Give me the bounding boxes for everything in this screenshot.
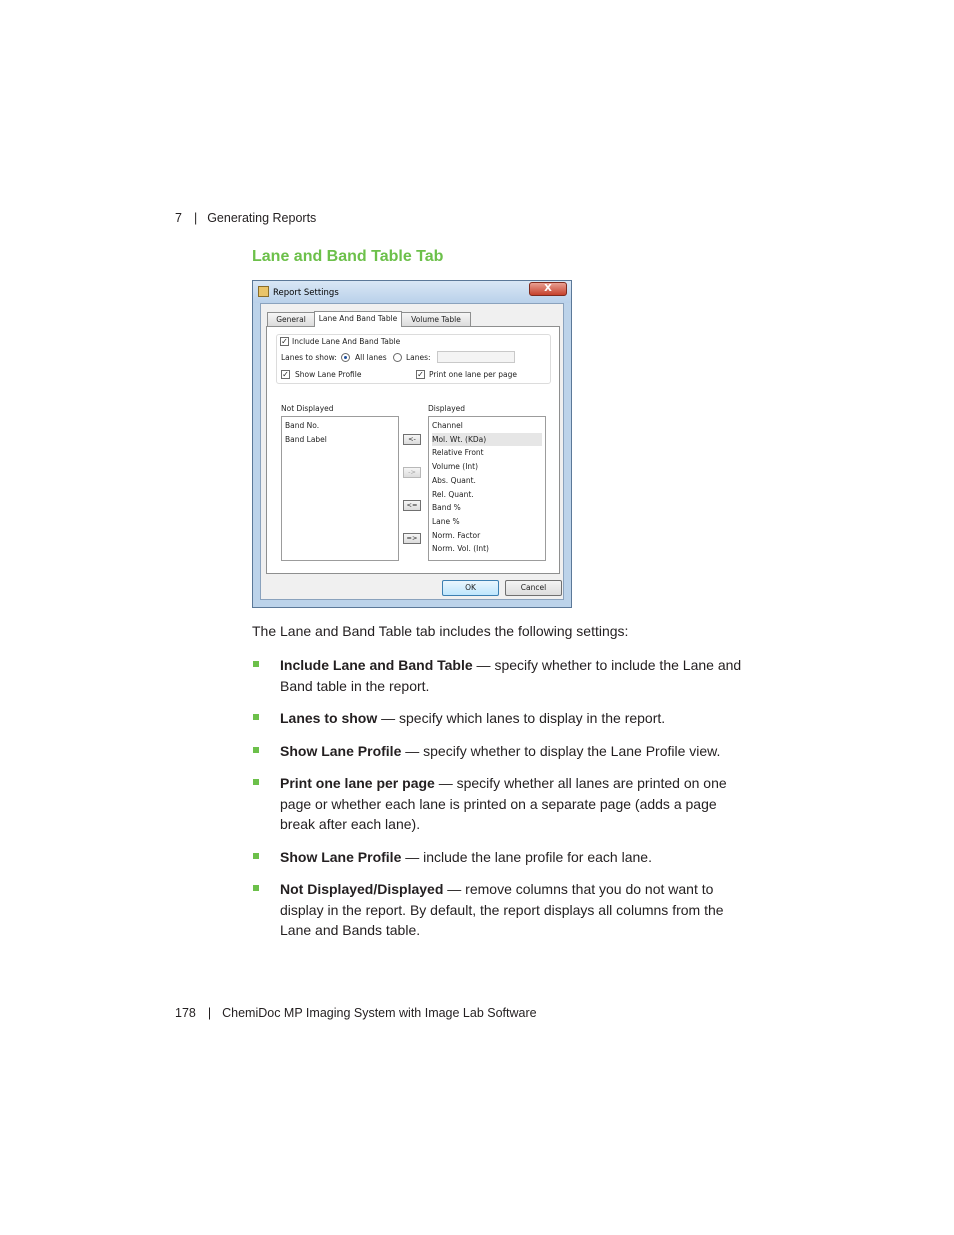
dialog-title: Report Settings bbox=[273, 288, 339, 298]
lanes-label: Lanes: bbox=[406, 353, 431, 362]
not-displayed-label: Not Displayed bbox=[281, 404, 334, 413]
bullet-text: — specify whether to include the Lane and Band table in the report. bbox=[280, 657, 742, 694]
bullet-square-icon bbox=[253, 714, 259, 720]
bullet-term: Show Lane Profile bbox=[280, 742, 402, 759]
list-item[interactable]: Norm. Vol. (Int) bbox=[432, 544, 489, 554]
list-item[interactable]: Lane % bbox=[432, 516, 460, 526]
tab-panel bbox=[266, 326, 560, 574]
bullet-text: — specify whether to display the Lane Profile view. bbox=[401, 742, 721, 759]
chapter-number: 7 bbox=[175, 211, 182, 225]
bullet-term: Lanes to show bbox=[280, 710, 378, 726]
move-all-right-button[interactable]: => bbox=[403, 533, 421, 544]
list-item[interactable]: Norm. Factor bbox=[432, 530, 481, 540]
tab-general[interactable]: General bbox=[267, 312, 315, 326]
print-one-lane-label: Print one lane per page bbox=[429, 370, 517, 379]
intro-text: The Lane and Band Table tab includes the following settings: bbox=[252, 623, 629, 639]
include-table-label: Include Lane And Band Table bbox=[292, 337, 401, 346]
report-settings-dialog bbox=[252, 280, 572, 608]
list-item[interactable]: Channel bbox=[432, 421, 463, 430]
lanes-input[interactable] bbox=[437, 351, 515, 363]
list-item[interactable]: Mol. Wt. (KDa) bbox=[432, 433, 542, 447]
print-one-lane-checkbox[interactable]: ✓ bbox=[417, 370, 424, 379]
lanes-group bbox=[276, 334, 551, 384]
bullet-square-icon bbox=[253, 661, 259, 667]
list-item bbox=[252, 741, 752, 762]
footer-separator: | bbox=[207, 1006, 212, 1020]
bullet-text: — remove columns that you do not want to display in the report. By default, the report displays all columns from the Lane and Bands table. bbox=[280, 881, 724, 938]
bullet-term: Include Lane and Band Table bbox=[280, 657, 473, 673]
cancel-button[interactable]: Cancel bbox=[505, 580, 562, 596]
running-footer bbox=[175, 1006, 537, 1020]
show-lane-profile-label: Show Lane Profile bbox=[295, 370, 362, 379]
list-item bbox=[252, 655, 752, 696]
move-all-left-button[interactable]: <= bbox=[403, 500, 421, 511]
settings-list bbox=[252, 655, 752, 953]
list-item[interactable]: Volume (Int) bbox=[432, 462, 479, 472]
chapter-title: Generating Reports bbox=[207, 211, 317, 225]
lanes-radio[interactable] bbox=[393, 353, 402, 362]
list-item bbox=[252, 879, 752, 941]
ok-button[interactable]: OK bbox=[442, 580, 499, 596]
book-title: ChemiDoc MP Imaging System with Image Lab Software bbox=[222, 1006, 537, 1020]
close-button[interactable]: X bbox=[529, 282, 567, 296]
list-item bbox=[252, 708, 752, 729]
bullet-text: — specify which lanes to display in the report. bbox=[377, 710, 666, 726]
bullet-term: Show Lane Profile bbox=[280, 848, 402, 865]
dialog-titlebar bbox=[253, 281, 571, 303]
header-separator: | bbox=[193, 211, 198, 225]
bullet-text: — include the lane profile for each lane. bbox=[401, 848, 652, 865]
list-item[interactable]: Abs. Quant. bbox=[432, 475, 476, 485]
bullet-square-icon bbox=[253, 747, 259, 753]
report-icon bbox=[258, 286, 269, 297]
running-header bbox=[175, 211, 316, 225]
tab-lane-and-band-table[interactable]: Lane And Band Table bbox=[314, 311, 402, 327]
move-right-button[interactable]: -> bbox=[403, 467, 421, 478]
include-table-checkbox[interactable]: ✓ bbox=[281, 337, 288, 346]
move-left-button[interactable]: <- bbox=[403, 434, 421, 445]
dialog-client bbox=[260, 303, 564, 600]
displayed-list[interactable] bbox=[428, 416, 546, 561]
list-item[interactable]: Band No. bbox=[285, 421, 320, 430]
bullet-square-icon bbox=[253, 885, 259, 891]
bullet-text: — specify whether all lanes are printed on one page or whether each lane is printed on a separate page (adds a page break after each lane). bbox=[280, 775, 727, 832]
list-item[interactable]: Rel. Quant. bbox=[432, 489, 474, 499]
list-item bbox=[252, 847, 752, 868]
not-displayed-list[interactable] bbox=[281, 416, 399, 561]
list-item[interactable]: Band Label bbox=[285, 434, 327, 444]
page-number: 178 bbox=[175, 1006, 196, 1020]
list-item[interactable]: Band % bbox=[432, 503, 461, 513]
all-lanes-label: All lanes bbox=[355, 353, 387, 362]
lanes-to-show-label: Lanes to show: bbox=[281, 353, 337, 362]
bullet-term: Print one lane per page bbox=[280, 775, 435, 791]
displayed-label: Displayed bbox=[428, 404, 466, 413]
list-item[interactable]: Relative Front bbox=[432, 448, 484, 458]
list-item bbox=[252, 773, 752, 835]
bullet-term: Not Displayed/Displayed bbox=[280, 881, 444, 897]
tab-volume-table[interactable]: Volume Table bbox=[401, 312, 471, 326]
show-lane-profile-checkbox[interactable]: ✓ bbox=[282, 370, 289, 379]
bullet-square-icon bbox=[253, 779, 259, 785]
section-title: Lane and Band Table Tab bbox=[252, 248, 444, 265]
bullet-square-icon bbox=[253, 853, 259, 859]
all-lanes-radio[interactable] bbox=[341, 353, 350, 362]
